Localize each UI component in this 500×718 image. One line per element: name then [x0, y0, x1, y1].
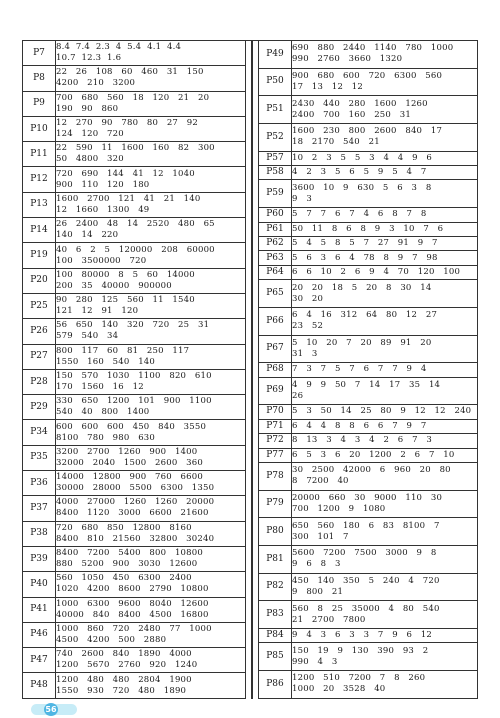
answer-row [259, 643, 478, 671]
answer-line: 4500 4200 500 2880 [56, 634, 167, 645]
answer-values [292, 41, 478, 69]
answer-row [23, 142, 246, 167]
answer-values [292, 448, 478, 462]
answer-line: 990 4 3 [292, 656, 338, 667]
page-label: P35 [23, 445, 56, 470]
answer-line: 22 26 108 60 460 31 150 [56, 67, 204, 78]
answer-values [292, 123, 478, 151]
answer-values [292, 434, 478, 448]
answer-line: 8400 810 21560 32800 30240 [56, 533, 215, 544]
answer-line: 2400 700 160 250 31 [292, 109, 411, 120]
answer-line: 1000 860 720 2480 77 1000 [56, 623, 212, 634]
answer-line: 3200 2700 1260 900 1400 [56, 446, 198, 457]
answer-row [259, 490, 478, 518]
answer-line: 1200 5670 2760 920 1240 [56, 660, 198, 671]
answer-line: 4200 210 3200 [56, 78, 136, 89]
right-answer-table [258, 40, 478, 699]
answer-values [292, 462, 478, 490]
left-answer-table [22, 40, 246, 699]
answer-row [259, 628, 478, 642]
answer-row [259, 462, 478, 490]
answer-line: 700 1200 9 1080 [292, 503, 386, 514]
answer-line: 650 560 180 6 83 8100 7 [292, 520, 440, 531]
answer-line: 1200 510 7200 7 8 260 [292, 673, 426, 684]
answer-values [56, 420, 246, 445]
page-label: P79 [259, 490, 292, 518]
answer-row [259, 335, 478, 363]
answer-line: 740 2600 840 1890 4000 [56, 649, 192, 660]
answer-row [23, 572, 246, 597]
answer-values [56, 91, 246, 116]
answer-line: 21 2700 7800 [292, 614, 366, 625]
page-label: P66 [259, 307, 292, 335]
answer-line: 90 280 125 560 11 1540 [56, 295, 195, 306]
answer-line: 8400 7200 5400 800 10800 [56, 548, 203, 559]
answer-line: 8400 1120 3000 6600 21600 [56, 508, 209, 519]
answer-values [292, 96, 478, 124]
answer-line: 700 680 560 18 120 21 20 [56, 92, 210, 103]
page-label: P67 [259, 335, 292, 363]
answer-row [23, 91, 246, 116]
answer-values [292, 518, 478, 546]
page-label: P28 [23, 369, 56, 394]
answer-values [56, 521, 246, 546]
answer-line: 6 6 10 2 6 9 4 70 120 100 [292, 267, 461, 278]
answer-line: 450 140 350 5 240 4 720 [292, 575, 440, 586]
answer-line: 150 19 9 130 390 93 2 [292, 645, 429, 656]
page-label: P37 [23, 496, 56, 521]
answer-row [259, 96, 478, 124]
answer-line: 56 650 140 320 720 25 31 [56, 320, 210, 331]
answer-row [23, 521, 246, 546]
page-label: P83 [259, 601, 292, 629]
answer-key-frame [22, 40, 478, 699]
answer-line: 5 6 3 6 4 78 8 9 7 98 [292, 252, 438, 263]
answer-line: 880 5200 900 3030 12600 [56, 559, 198, 570]
answer-line: 32000 2040 1500 2600 360 [56, 457, 203, 468]
answer-line: 30 20 [292, 293, 324, 304]
left-column [22, 40, 246, 699]
answer-values [56, 142, 246, 167]
answer-line: 140 14 220 [56, 230, 119, 241]
answer-line: 121 12 91 120 [56, 306, 139, 317]
answer-values [56, 268, 246, 293]
answer-line: 100 3500000 720 [56, 255, 147, 266]
answer-line: 600 600 600 450 840 3550 [56, 421, 207, 432]
answer-row [259, 377, 478, 405]
page-label: P41 [23, 597, 56, 622]
page-label: P14 [23, 218, 56, 243]
answer-values [292, 166, 478, 180]
answer-values [56, 167, 246, 192]
answer-row [259, 601, 478, 629]
page-label: P59 [259, 180, 292, 208]
answer-line: 5 7 7 6 7 4 6 8 7 8 [292, 209, 427, 220]
page-label: P78 [259, 462, 292, 490]
page-label: P38 [23, 521, 56, 546]
answer-line: 6 5 3 6 20 1200 2 6 7 10 [292, 449, 455, 460]
answer-values [292, 377, 478, 405]
answer-values [292, 573, 478, 601]
page-label: P47 [23, 648, 56, 673]
page-label: P86 [259, 670, 292, 698]
page-number: 56 [45, 705, 57, 714]
answer-row [23, 648, 246, 673]
answer-line: 900 680 600 720 6300 560 [292, 70, 443, 81]
answer-row [23, 268, 246, 293]
page-label: P13 [23, 192, 56, 217]
answer-line: 1550 930 720 480 1890 [56, 685, 187, 696]
page-label: P84 [259, 628, 292, 642]
answer-line: 8.4 7.4 2.3 4 5.4 4.1 4.4 [56, 42, 182, 53]
answer-row [23, 673, 246, 699]
answer-line: 26 2400 48 14 2520 480 65 [56, 219, 215, 230]
page-label: P50 [259, 68, 292, 96]
answer-row [23, 192, 246, 217]
page-label: P71 [259, 419, 292, 433]
answer-line: 1600 2700 121 41 21 140 [56, 193, 201, 204]
answer-values [56, 546, 246, 571]
page-label: P26 [23, 319, 56, 344]
answer-row [23, 420, 246, 445]
answer-row [23, 167, 246, 192]
page-label: P51 [259, 96, 292, 124]
answer-line: 800 117 60 81 250 117 [56, 345, 190, 356]
page-label: P60 [259, 208, 292, 222]
page-label: P7 [23, 41, 56, 66]
answer-row [23, 66, 246, 91]
answer-row [259, 405, 478, 419]
answer-values [56, 597, 246, 622]
answer-line: 1000 20 3528 40 [292, 684, 386, 695]
answer-values [56, 41, 246, 66]
answer-row [23, 395, 246, 420]
answer-values [292, 601, 478, 629]
answer-line: 4 9 9 50 7 14 17 35 14 [292, 379, 441, 390]
answer-row [259, 545, 478, 573]
page-label: P72 [259, 434, 292, 448]
page-label: P64 [259, 265, 292, 279]
answer-line: 20 20 18 5 20 8 30 14 [292, 282, 432, 293]
answer-values [56, 369, 246, 394]
answer-values [292, 280, 478, 308]
answer-row [259, 180, 478, 208]
answer-values [292, 490, 478, 518]
answer-values [292, 643, 478, 671]
answer-values [56, 648, 246, 673]
answer-line: 6 4 16 312 64 80 12 27 [292, 310, 438, 321]
answer-values [56, 622, 246, 647]
answer-row [23, 471, 246, 496]
answer-line: 1200 480 480 2804 1900 [56, 674, 192, 685]
answer-values [56, 218, 246, 243]
answer-row [259, 434, 478, 448]
page-label: P85 [259, 643, 292, 671]
page-label: P58 [259, 166, 292, 180]
answer-line: 31 3 [292, 348, 318, 359]
answer-row [259, 68, 478, 96]
answer-line: 4 2 3 5 6 5 9 5 4 7 [292, 167, 427, 178]
page-label: P36 [23, 471, 56, 496]
page-label: P65 [259, 280, 292, 308]
answer-line: 9 3 [292, 193, 312, 204]
answer-values [56, 496, 246, 521]
page-label: P10 [23, 116, 56, 141]
answer-line: 900 110 120 180 [56, 179, 150, 190]
page-label: P8 [23, 66, 56, 91]
answer-values [56, 471, 246, 496]
answer-line: 40 6 2 5 120000 208 60000 [56, 244, 215, 255]
page-label: P52 [259, 123, 292, 151]
answer-row [23, 243, 246, 268]
answer-line: 30 2500 42000 6 960 20 80 [292, 465, 451, 476]
answer-values [56, 344, 246, 369]
answer-line: 200 35 40000 900000 [56, 280, 172, 291]
answer-line: 2430 440 280 1600 1260 [292, 98, 428, 109]
answer-values [292, 419, 478, 433]
answer-row [23, 546, 246, 571]
column-divider [251, 40, 253, 699]
answer-values [56, 66, 246, 91]
page-label: P82 [259, 573, 292, 601]
answer-line: 9 6 8 3 [292, 559, 341, 570]
right-column [258, 40, 478, 699]
answer-line: 4000 27000 1260 1260 20000 [56, 497, 215, 508]
answer-row [23, 496, 246, 521]
answer-row [259, 363, 478, 377]
answer-row [259, 166, 478, 180]
answer-line: 579 540 34 [56, 331, 119, 342]
answer-row [23, 344, 246, 369]
answer-line: 12 1660 1300 49 [56, 204, 150, 215]
answer-line: 20000 660 30 9000 110 30 [292, 492, 443, 503]
answer-row [259, 123, 478, 151]
page-label: P49 [259, 41, 292, 69]
answer-values [292, 180, 478, 208]
page-label: P77 [259, 448, 292, 462]
answer-line: 540 40 800 1400 [56, 407, 150, 418]
page-label: P19 [23, 243, 56, 268]
answer-line: 560 8 25 35000 4 80 540 [292, 603, 440, 614]
answer-values [56, 116, 246, 141]
answer-values [56, 293, 246, 318]
answer-line: 8 13 3 4 3 4 2 6 7 3 [292, 435, 433, 446]
answer-line: 7 3 7 5 7 6 7 7 9 4 [292, 364, 427, 375]
answer-row [259, 670, 478, 698]
answer-line: 560 1050 450 6300 2400 [56, 573, 192, 584]
answer-line: 10 2 3 5 5 3 4 4 9 6 [292, 152, 433, 163]
answer-row [259, 251, 478, 265]
answer-line: 5 4 5 8 5 7 27 91 9 7 [292, 238, 438, 249]
answer-line: 3600 10 9 630 5 6 3 8 [292, 182, 432, 193]
answer-row [259, 448, 478, 462]
page-label: P46 [23, 622, 56, 647]
page-label: P57 [259, 151, 292, 165]
page-label: P29 [23, 395, 56, 420]
answer-row [259, 280, 478, 308]
answer-line: 10.7 12.3 1.6 [56, 53, 122, 64]
page-label: P9 [23, 91, 56, 116]
answer-line: 1600 230 800 2600 840 17 [292, 126, 443, 137]
answer-row [23, 369, 246, 394]
page-label: P69 [259, 377, 292, 405]
answer-values [292, 307, 478, 335]
answer-line: 9 800 21 [292, 586, 344, 597]
answer-line: 1000 6300 9600 8040 12600 [56, 598, 209, 609]
answer-line: 990 2760 3660 1320 [292, 54, 403, 65]
answer-line: 50 4800 320 [56, 154, 124, 165]
answer-line: 50 11 8 6 8 9 3 10 7 6 [292, 223, 444, 234]
answer-row [259, 41, 478, 69]
answer-line: 12 270 90 780 80 27 92 [56, 118, 198, 129]
page-label: P62 [259, 236, 292, 250]
answer-values [292, 222, 478, 236]
answer-row [259, 208, 478, 222]
page-label: P48 [23, 673, 56, 699]
answer-line: 720 690 144 41 12 1040 [56, 168, 195, 179]
answer-row [23, 293, 246, 318]
page-label: P20 [23, 268, 56, 293]
answer-line: 100 80000 8 5 60 14000 [56, 269, 195, 280]
answer-line: 14000 12800 900 760 6600 [56, 472, 203, 483]
answer-line: 8100 780 980 630 [56, 432, 156, 443]
answer-line: 23 52 [292, 321, 324, 332]
answer-values [292, 628, 478, 642]
answer-values [292, 363, 478, 377]
answer-row [259, 151, 478, 165]
answer-row [259, 265, 478, 279]
answer-line: 26 [292, 390, 304, 401]
answer-line: 30000 28000 5500 6300 1350 [56, 483, 215, 494]
answer-line: 17 13 12 12 [292, 81, 363, 92]
answer-line: 150 570 1030 1100 820 610 [56, 371, 212, 381]
answer-values [292, 545, 478, 573]
answer-row [259, 419, 478, 433]
answer-line: 5 10 20 7 20 89 91 20 [292, 337, 432, 348]
answer-values [56, 192, 246, 217]
page-label: P11 [23, 142, 56, 167]
answer-row [23, 445, 246, 470]
answer-values [292, 405, 478, 419]
page-label: P81 [259, 545, 292, 573]
answer-values [292, 670, 478, 698]
answer-values [292, 68, 478, 96]
answer-line: 170 1560 16 12 [56, 382, 144, 392]
page-label: P70 [259, 405, 292, 419]
answer-values [292, 151, 478, 165]
answer-row [23, 218, 246, 243]
answer-line: 690 880 2440 1140 780 1000 [292, 43, 454, 54]
page-label: P34 [23, 420, 56, 445]
answer-row [23, 622, 246, 647]
page-label: P12 [23, 167, 56, 192]
page-label: P27 [23, 344, 56, 369]
page-label: P40 [23, 572, 56, 597]
answer-values [56, 395, 246, 420]
answer-values [56, 673, 246, 699]
answer-row [23, 319, 246, 344]
answer-values [292, 335, 478, 363]
answer-line: 5600 7200 7500 3000 9 8 [292, 548, 437, 559]
page-label: P25 [23, 293, 56, 318]
answer-values [56, 319, 246, 344]
answer-line: 8 7200 40 [292, 476, 349, 487]
answer-line: 124 120 720 [56, 129, 124, 140]
answer-values [56, 243, 246, 268]
answer-values [292, 265, 478, 279]
answer-line: 5 3 50 14 25 80 9 12 12 240 [292, 406, 472, 417]
answer-line: 330 650 1200 101 900 1100 [56, 396, 212, 407]
answer-line: 720 680 850 12800 8160 [56, 522, 192, 533]
answer-line: 1020 4200 8600 2790 10800 [56, 584, 209, 595]
answer-values [292, 208, 478, 222]
answer-row [23, 41, 246, 66]
answer-values [292, 251, 478, 265]
answer-line: 190 90 860 [56, 103, 119, 114]
answer-line: 40000 840 8400 4500 16800 [56, 609, 209, 620]
answer-line: 300 101 7 [292, 531, 349, 542]
answer-row [259, 222, 478, 236]
answer-values [292, 236, 478, 250]
answer-values [56, 445, 246, 470]
page-label: P39 [23, 546, 56, 571]
answer-line: 22 590 11 1600 160 82 300 [56, 143, 215, 154]
page-label: P63 [259, 251, 292, 265]
answer-row [23, 116, 246, 141]
page-number-badge [31, 704, 77, 715]
answer-row [259, 518, 478, 546]
answer-line: 18 2170 540 21 [292, 137, 380, 148]
answer-row [23, 597, 246, 622]
answer-line: 6 4 4 8 8 6 6 7 9 7 [292, 420, 427, 431]
page-label: P68 [259, 363, 292, 377]
answer-row [259, 236, 478, 250]
answer-line: 9 4 3 6 3 3 7 9 6 12 [292, 630, 433, 641]
page-label: P80 [259, 518, 292, 546]
answer-row [259, 307, 478, 335]
answer-values [56, 572, 246, 597]
answer-line: 1550 160 540 140 [56, 356, 156, 367]
page-label: P61 [259, 222, 292, 236]
answer-row [259, 573, 478, 601]
